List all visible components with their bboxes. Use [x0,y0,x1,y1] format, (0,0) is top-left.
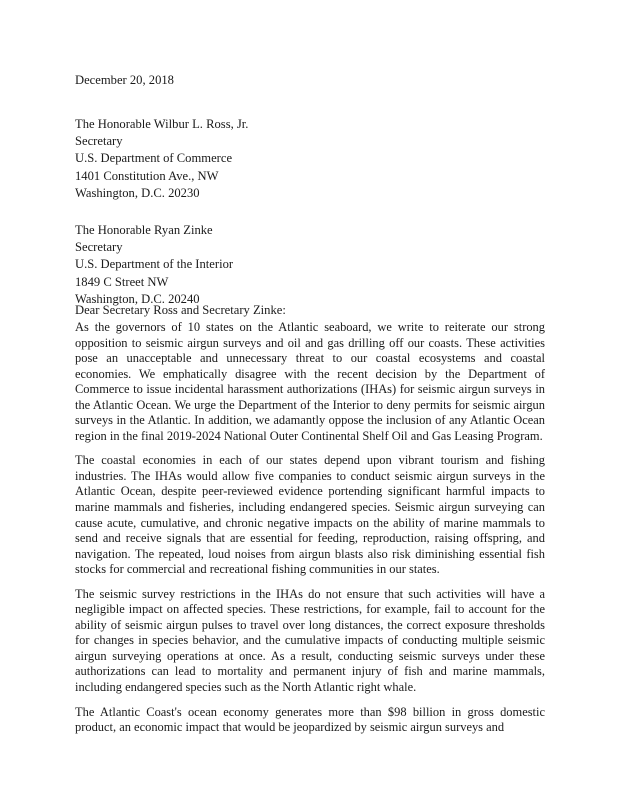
recipient-department: U.S. Department of Commerce [75,151,233,166]
recipient-address-block [75,116,248,202]
recipient-title: Secretary [75,240,123,255]
body-paragraph: The Atlantic Coast's ocean economy generates more than $98 billion in gross domestic product, an economic impact that would be jeopardized by seismic airgun surveys and [75,704,545,735]
recipient-street: 1401 Constitution Ave., NW [75,168,219,183]
body-paragraph: As the governors of 10 states on the Atlantic seaboard, we write to reiterate our strong opposition to seismic airgun surveys and oil and gas drilling off our coasts. These activities pose an unacceptable and unnecessary threat to our coastal ecosystems and coastal economies. We emphatically disagree with the recent decision by the Department of Commerce to issue incidental harassment authorizations (IHAs) for seismic airgun surveys in the Atlantic Ocean. We urge the Department of the Interior to deny permits for seismic airgun surveys in the Atlantic. In addition, we adamantly oppose the inclusion of any Atlantic Ocean region in the final 2019-2024 National Outer Continental Shelf Oil and Gas Leasing Program. [75,320,545,443]
recipient-city: Washington, D.C. 20240 [75,291,200,306]
body-paragraph: The coastal economies in each of our states depend upon vibrant tourism and fishing industries. The IHAs would allow five companies to conduct seismic airgun surveys in the Atlantic Ocean, despite peer-reviewed evidence portending significant harmful impacts to marine mammals and fisheries, including endangered species. Seismic airgun surveying can cause acute, cumulative, and chronic negative impacts on the ability of marine mammals to send and receive signals that are essential for feeding, reproduction, raising offspring, and navigation. The repeated, loud noises from airgun blasts also risk diminishing essential fish stocks for commercial and recreational fishing communities in our states. [75,453,545,577]
body-paragraph: The seismic survey restrictions in the IHAs do not ensure that such activities will have a negligible impact on affected species. These restrictions, for example, fail to account for the ability of seismic airgun pulses to travel over long distances, the correct exposure thresholds for changes in species behavior, and the cumulative impacts of conducting multiple seismic airgun surveying operations at once. As a result, conducting seismic surveys under these authorizations can lead to mortality and permanent injury of fish and marine mammals, including endangered species such as the North Atlantic right whale. [75,586,545,695]
recipient-department: U.S. Department of the Interior [75,257,234,272]
recipient-name: The Honorable Wilbur L. Ross, Jr. [75,117,249,131]
recipient-city: Washington, D.C. 20230 [75,185,200,200]
recipient-name: The Honorable Ryan Zinke [75,223,213,237]
recipient-street: 1849 C Street NW [75,274,169,289]
recipient-title: Secretary [75,134,123,149]
salutation: Dear Secretary Ross and Secretary Zinke: [75,303,286,317]
letter-date: December 20, 2018 [75,73,174,87]
letter-body [75,320,545,745]
recipient-address-block [75,222,233,308]
